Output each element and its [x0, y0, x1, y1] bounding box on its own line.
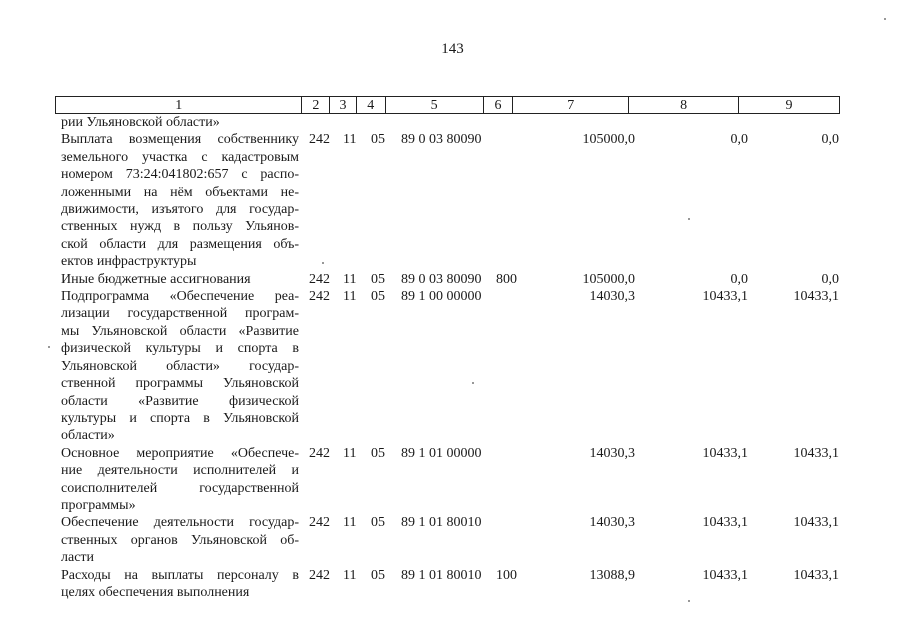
header-col-3: 3: [329, 97, 356, 113]
section-code: 11: [343, 289, 357, 305]
table-row: [0, 445, 905, 515]
target-article-code: 89 0 03 80090: [401, 271, 482, 287]
description-line: ственных нужд в пользу Ульянов-: [61, 219, 299, 235]
description-line: ственной программы Ульяновской: [61, 376, 299, 392]
amount-col-8: 10433,1: [702, 567, 748, 583]
scan-speck: [688, 218, 690, 220]
description-line: области «Развитие физической: [61, 393, 299, 409]
page-number: 143: [441, 41, 464, 57]
amount-col-8: 10433,1: [702, 445, 748, 461]
amount-col-8: 10433,1: [702, 289, 748, 305]
description-line: движимости, изъятого для государ-: [61, 202, 299, 218]
description-line: Обеспечение деятельности государ-: [61, 515, 299, 531]
subsection-code: 05: [371, 289, 385, 305]
row-description: [61, 567, 299, 602]
table-row: [0, 131, 905, 270]
table-row: [0, 114, 905, 131]
header-col-5: 5: [385, 97, 483, 113]
amount-col-9: 0,0: [821, 271, 839, 287]
description-line: мы Ульяновской области «Развитие: [61, 323, 299, 339]
description-line: программы»: [61, 497, 136, 513]
amount-col-9: 0,0: [821, 132, 839, 148]
description-line: соисполнителей государственной: [61, 480, 299, 496]
amount-col-8: 0,0: [730, 132, 748, 148]
description-line: Выплата возмещения собственнику: [61, 132, 299, 148]
description-line: Подпрограмма «Обеспечение реа-: [61, 289, 299, 305]
header-col-8: 8: [628, 97, 738, 113]
header-col-4: 4: [356, 97, 385, 113]
row-description: [61, 288, 299, 445]
description-line: номером 73:24:041802:657 с распо-: [61, 167, 299, 183]
description-line: Основное мероприятие «Обеспече-: [61, 445, 299, 461]
amount-col-9: 10433,1: [793, 567, 839, 583]
amount-col-7: 14030,3: [589, 289, 635, 305]
description-line: ложенными на нём объектами не-: [61, 184, 299, 200]
amount-col-8: 10433,1: [702, 515, 748, 531]
grbs-code: 242: [309, 132, 330, 148]
scan-speck: [472, 382, 474, 384]
expense-type-code: 800: [496, 271, 517, 287]
header-col-9: 9: [738, 97, 839, 113]
scan-speck: [884, 18, 886, 20]
target-article-code: 89 1 01 80010: [401, 515, 482, 531]
target-article-code: 89 1 00 00000: [401, 289, 482, 305]
header-col-1: 1: [175, 98, 183, 113]
description-line: целях обеспечения выполнения: [61, 584, 250, 600]
section-code: 11: [343, 445, 357, 461]
description-line: физической культуры и спорта в: [61, 341, 299, 357]
amount-col-9: 10433,1: [793, 445, 839, 461]
grbs-code: 242: [309, 445, 330, 461]
amount-col-8: 0,0: [730, 271, 748, 287]
table-row: [0, 288, 905, 445]
section-code: 11: [343, 132, 357, 148]
description-line: Ульяновской области» государ-: [61, 358, 299, 374]
amount-col-9: 10433,1: [793, 515, 839, 531]
subsection-code: 05: [371, 132, 385, 148]
description-line: культуры и спорта в Ульяновской: [61, 410, 299, 426]
row-description: [61, 271, 299, 288]
description-line: земельного участка с кадастровым: [61, 149, 299, 165]
header-col-7: 7: [512, 97, 628, 113]
subsection-code: 05: [371, 515, 385, 531]
description-line: рии Ульяновской области»: [61, 115, 220, 130]
target-article-code: 89 0 03 80090: [401, 132, 482, 148]
description-line: ние деятельности исполнителей и: [61, 463, 299, 479]
amount-col-7: 14030,3: [589, 515, 635, 531]
table-body: [0, 114, 905, 601]
grbs-code: 242: [309, 271, 330, 287]
target-article-code: 89 1 01 80010: [401, 567, 482, 583]
row-description: [61, 445, 299, 515]
description-line: ской области для размещения объ-: [61, 236, 299, 252]
table-row: [0, 271, 905, 288]
expense-type-code: 100: [496, 567, 517, 583]
subsection-code: 05: [371, 567, 385, 583]
section-code: 11: [343, 515, 357, 531]
description-line: лизации государственной програм-: [61, 306, 299, 322]
description-line: ственных органов Ульяновской об-: [61, 532, 299, 548]
subsection-code: 05: [371, 271, 385, 287]
amount-col-7: 13088,9: [589, 567, 635, 583]
amount-col-9: 10433,1: [793, 289, 839, 305]
table-row: [0, 567, 905, 602]
table-row: [0, 514, 905, 566]
amount-col-7: 105000,0: [582, 132, 635, 148]
section-code: 11: [343, 567, 357, 583]
grbs-code: 242: [309, 567, 330, 583]
description-line: Иные бюджетные ассигнования: [61, 271, 251, 287]
scan-speck: [322, 262, 324, 264]
description-line: ласти: [61, 550, 95, 566]
header-col-2: 2: [301, 97, 329, 113]
row-description: [61, 514, 299, 566]
description-line: области»: [61, 428, 115, 444]
grbs-code: 242: [309, 289, 330, 305]
target-article-code: 89 1 01 00000: [401, 445, 482, 461]
description-line: Расходы на выплаты персоналу в: [61, 567, 299, 583]
scan-speck: [48, 346, 50, 348]
amount-col-7: 105000,0: [582, 271, 635, 287]
header-col-6: 6: [483, 97, 513, 113]
description-line: ектов инфраструктуры: [61, 254, 197, 270]
section-code: 11: [343, 271, 357, 287]
scan-speck: [688, 600, 690, 602]
table-header: [55, 96, 840, 114]
subsection-code: 05: [371, 445, 385, 461]
grbs-code: 242: [309, 515, 330, 531]
amount-col-7: 14030,3: [589, 445, 635, 461]
row-description: [61, 114, 299, 131]
row-description: [61, 131, 299, 270]
